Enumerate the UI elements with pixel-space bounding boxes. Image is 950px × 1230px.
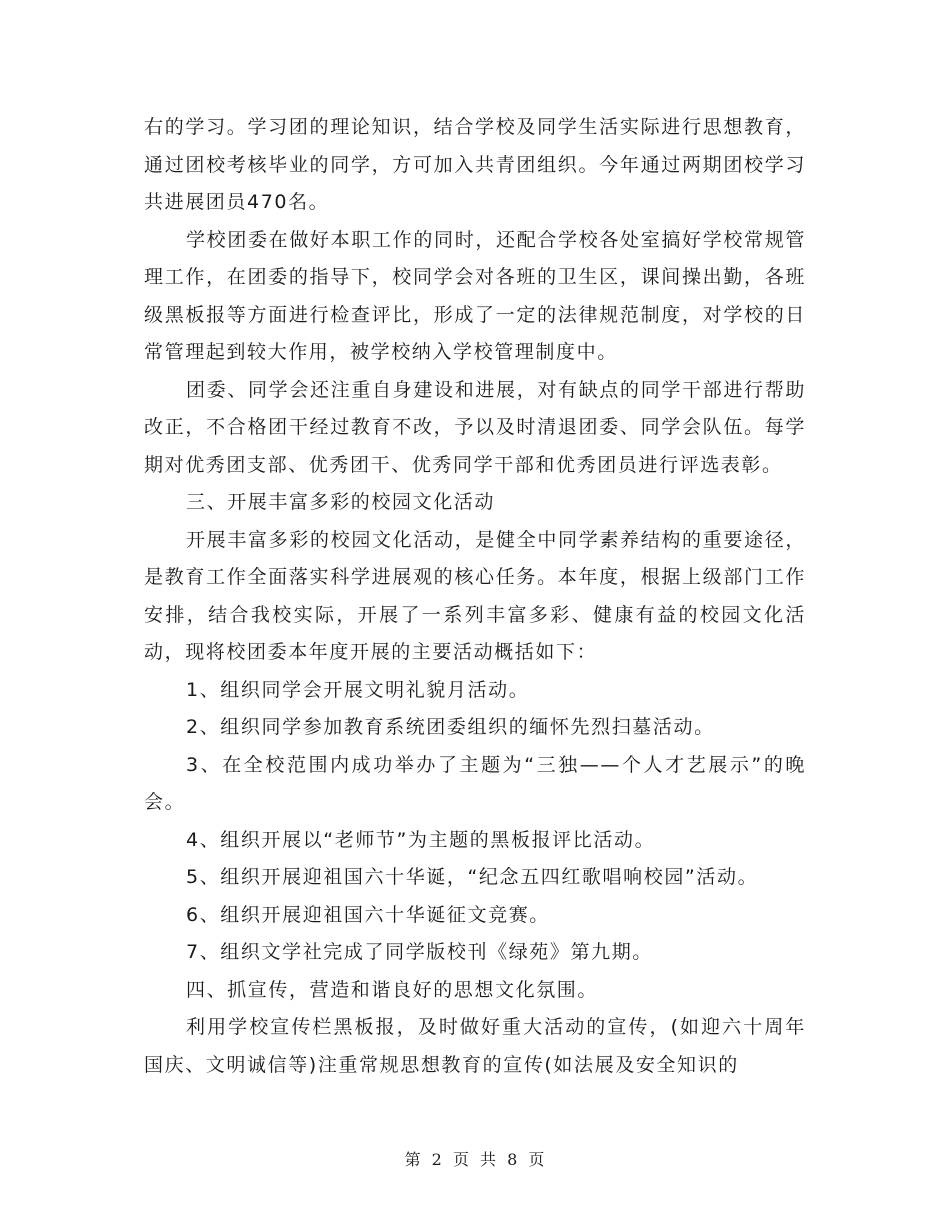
list-item-5: 5、组织开展迎祖国六十华诞，“纪念五四红歌唱响校园”活动。	[186, 866, 759, 888]
paragraph-management: 学校团委在做好本职工作的同时，还配合学校各处室搞好学校常规管理工作，在团委的指导下，校同学会对各班的卫生区，课间操出勤，各班级黑板报等方面进行检查评比，形成了一定的法律规范制度，对学校的日常管理起到较大作用，被学校纳入学校管理制度中。	[144, 228, 806, 363]
list-item-3: 3、在全校范围内成功举办了主题为“三独——个人才艺展示”的晚会。	[144, 753, 806, 813]
list-item-2: 2、组织同学参加教育系统团委组织的缅怀先烈扫墓活动。	[186, 716, 715, 738]
paragraph-publicity: 利用学校宣传栏黑板报，及时做好重大活动的宣传，(如迎六十周年国庆、文明诚信等)注重常规思想教育的宣传(如法展及安全知识的	[144, 1016, 806, 1076]
list-item-6: 6、组织开展迎祖国六十华诞征文竞赛。	[186, 903, 550, 926]
list-item-4: 4、组织开展以“老师节”为主题的黑板报评比活动。	[186, 828, 656, 851]
list-item-1: 1、组织同学会开展文明礼貌月活动。	[186, 678, 530, 701]
section-heading-4: 四、抓宣传，营造和谐良好的思想文化氛围。	[186, 978, 599, 1001]
paragraph-continuation: 右的学习。学习团的理论知识，结合学校及同学生活实际进行思想教育，通过团校考核毕业的同学，方可加入共青团组织。今年通过两期团校学习共进展团员470名。	[144, 116, 806, 213]
paragraph-self-building: 团委、同学会还注重自身建设和进展，对有缺点的同学干部进行帮助改正，不合格团干经过教育不改，予以及时清退团委、同学会队伍。每学期对优秀团支部、优秀团干、优秀同学干部和优秀团员进行评选表彰。	[144, 378, 806, 476]
page-number-footer: 第 2 页 共 8 页	[404, 1150, 546, 1169]
list-item-7: 7、组织文学社完成了同学版校刊《绿苑》第九期。	[186, 941, 653, 963]
paragraph-culture-activities: 开展丰富多彩的校园文化活动，是健全中同学素养结构的重要途径，是教育工作全面落实科学进展观的核心任务。本年度，根据上级部门工作安排，结合我校实际，开展了一系列丰富多彩、健康有益的校园文化活动，现将校团委本年度开展的主要活动概括如下：	[144, 528, 806, 663]
section-heading-3: 三、开展丰富多彩的校园文化活动	[186, 491, 496, 513]
document-body	[144, 109, 806, 1084]
